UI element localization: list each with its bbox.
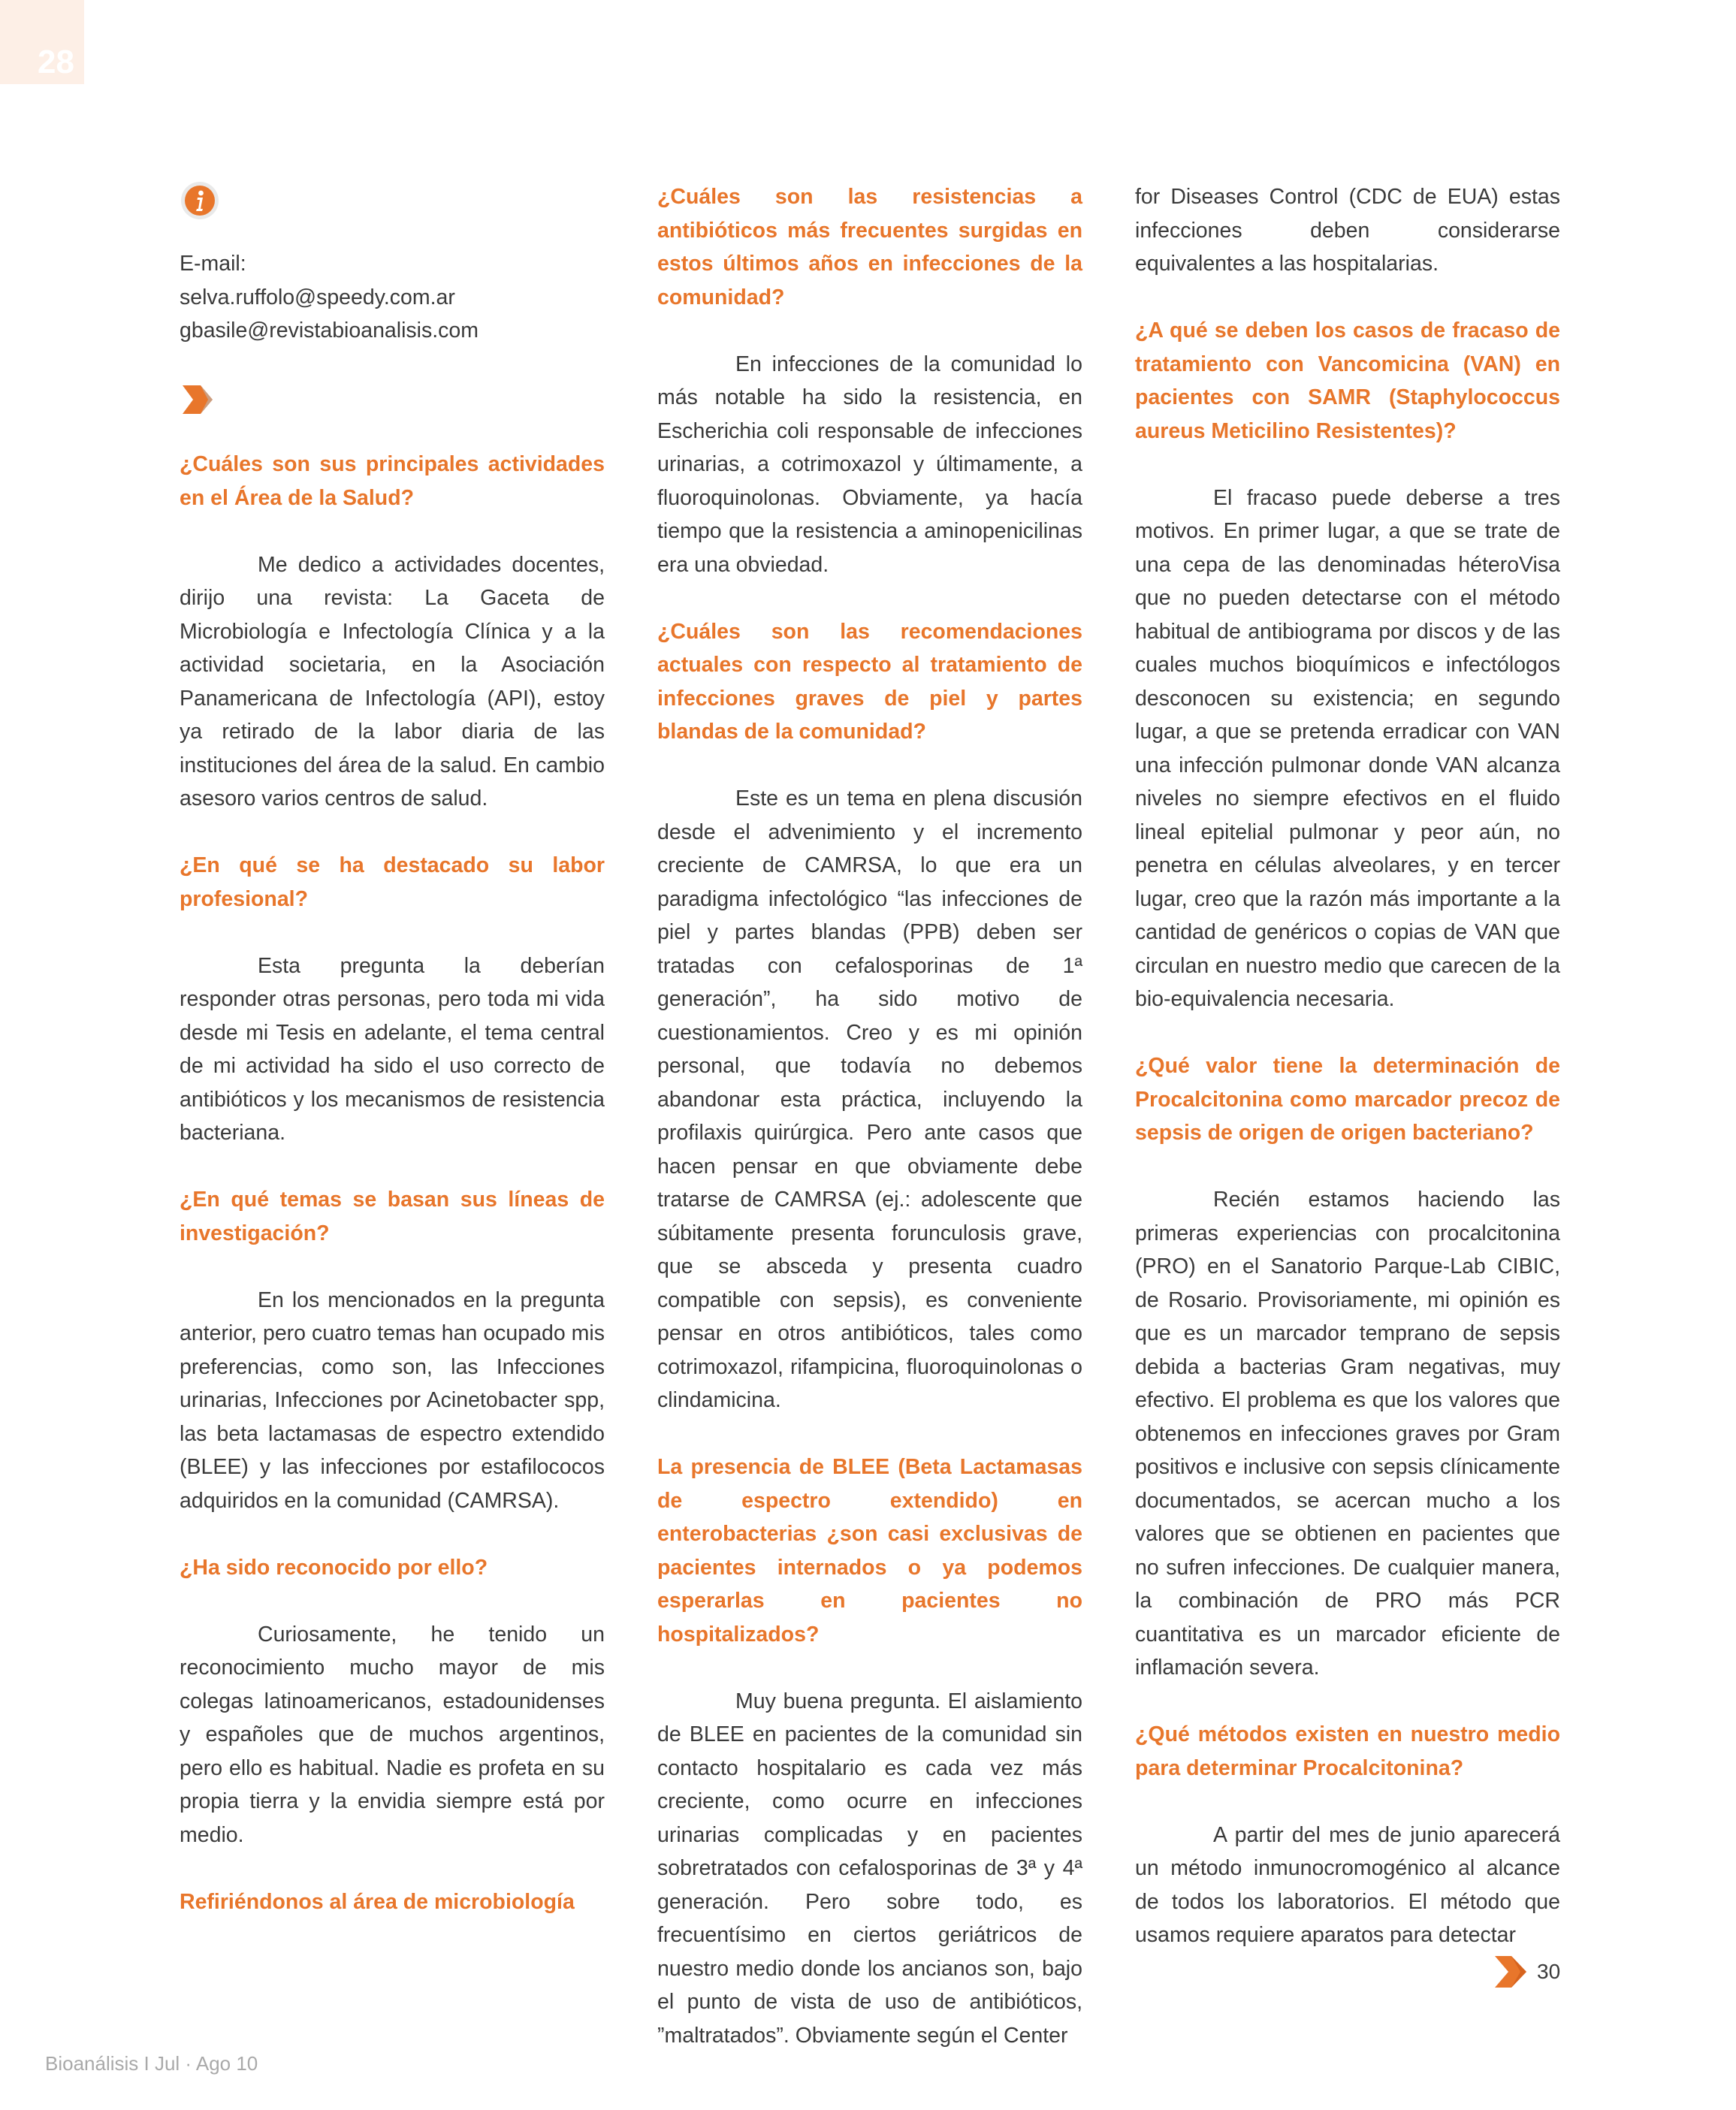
answer-paragraph: Este es un tema en plena discusión desde el advenimiento y el incremento creciente de CAMRSA, lo que era un paradigma infectológico “las infecciones de piel y partes blandas (PPB) deben ser tratadas con cefalosporinas de 1ª generación”, ha sido motivo de cuestionamientos. Creo y es mi opinión personal, que todavía no debemos abandonar esta práctica, incluyendo la profilaxis quirúrgica. Pero ante casos que hacen pensar en que obviamente debe tratarse de CAMRSA (ej.: adolescente que súbitamente presenta forunculosis grave, que se absceda y presenta cuadro compatible con sepsis), es conveniente pensar en otros antibióticos, tales como cotrimoxazol, rifampicina, fluoroquinolonas o clindamicina. — [657, 786, 1082, 1412]
column-3-content — [1135, 180, 1560, 1952]
answer-paragraph: Muy buena pregunta. El aislamiento de BLEE en pacientes de la comunidad sin contacto hospitalario es cada vez más creciente, como ocurre en infecciones urinarias complicadas y en pacientes sobretratados con cefalosporinas de 3ª y 4ª generación. Pero sobre todo, es frecuentísimo en ciertos geriátricos de nuestro medio donde los ancianos son, bajo el punto de vista de uso de antibióticos, ”maltratados”. Obviamente según el Center — [657, 1689, 1082, 2048]
continue-page-number: 30 — [1537, 1960, 1561, 1983]
answer-paragraph: A partir del mes de junio aparecerá un método inmunocromogénico al alcance de todos los laboratorios. El método que usamos requiere aparatos para detectar — [1135, 1822, 1560, 1947]
question-heading: ¿Ha sido reconocido por ello? — [180, 1555, 488, 1580]
question-heading: ¿Cuáles son las recomendaciones actuales con respecto al tratamiento de infecciones graves de piel y partes blandas de la comunidad? — [657, 619, 1082, 744]
answer-paragraph: En infecciones de la comunidad lo más notable ha sido la resistencia, en Escherichia coli responsable de infecciones urinarias, a cotrimoxazol y últimamente, a fluoroquinolonas. Obviamente, ya hacía tiempo que la resistencia a aminopenicilinas era una obviedad. — [657, 352, 1082, 577]
column-2-content — [657, 180, 1082, 2052]
answer-paragraph: El fracaso puede deberse a tres motivos. En primer lugar, a que se trate de una cepa de las denominadas héteroVisa que no pueden detectarse con el método habitual de antibiograma por discos y de las cuales muchos bioquímicos e infectólogos desconocen su existencia; en segundo lugar, a que se pretenda erradicar con VAN una infección pulmonar donde VAN alcanza niveles no siempre efectivos en el fluido lineal epitelial pulmonar y peor aún, no penetra en células alveolares, y en tercer lugar, creo que la razón más importante a la cantidad de genéricos o copias de VAN que circulan en nuestro medio que carecen de la bio-equivalencia necesaria. — [1135, 485, 1560, 1011]
question-heading: ¿En qué se ha destacado su labor profesional? — [180, 853, 605, 911]
column-2 — [657, 180, 1082, 2086]
email-link-1[interactable]: selva.ruffolo@speedy.com.ar — [180, 285, 455, 309]
column-3 — [1135, 180, 1560, 1985]
question-heading: ¿Cuáles son sus principales actividades en el Área de la Salud? — [180, 452, 605, 510]
info-icon — [180, 180, 220, 221]
question-heading: La presencia de BLEE (Beta Lactamasas de espectro extendido) en enterobacterias ¿son casi exclusivas de pacientes internados o ya podemos esperarlas en pacientes no hospitalizados? — [657, 1455, 1082, 1647]
page-number-tab — [0, 0, 84, 84]
answer-paragraph: Recién estamos haciendo las primeras experiencias con procalcitonina (PRO) en el Sanatorio Parque-Lab CIBIC, de Rosario. Provisoriamente, mi opinión es que es un marcador temprano de sepsis debida a bacterias Gram negativas, muy efectivo. El problema es que los valores que obtenemos en infecciones graves por Gram positivos e inclusive con sepsis clínicamente documentados, se acercan mucho a los valores que se obtienen en pacientes que no sufren infecciones. De cualquier manera, la combinación de PRO más PCR cuantitativa es un marcador eficiente de inflamación severa. — [1135, 1188, 1560, 1680]
answer-paragraph: Me dedico a actividades docentes, dirijo una revista: La Gaceta de Microbiología e Infectología Clínica y a la actividad societaria, en la Asociación Panamericana de Infectología (API), estoy ya retirado de la labor diaria de las instituciones del área de la salud. En cambio asesoro varios centros de salud. — [180, 552, 605, 810]
question-heading: Refiriéndonos al área de microbiología — [180, 1889, 575, 1914]
question-heading: ¿Cuáles son las resistencias a antibióticos más frecuentes surgidas en estos últimos años en infecciones de la comunidad? — [657, 185, 1082, 309]
email-link-2[interactable]: gbasile@revistabioanalisis.com — [180, 318, 479, 343]
answer-paragraph: Curiosamente, he tenido un reconocimiento mucho mayor de mis colegas latinoamericanos, estadounidenses y españoles que de muchos argentinos, pero ello es habitual. Nadie es profeta en su propia tierra y la envidia siempre está por medio. — [180, 1622, 605, 1847]
arrow-bullet-icon — [180, 381, 217, 418]
page-number: 28 — [38, 44, 74, 80]
question-heading: ¿En qué temas se basan sus líneas de investigación? — [180, 1188, 605, 1245]
question-heading: ¿A qué se deben los casos de fracaso de tratamiento con Vancomicina (VAN) en pacientes con SAMR (Staphylococcus aureus Meticilino Resistentes)? — [1135, 318, 1560, 443]
info-icon-block — [180, 180, 605, 247]
continue-arrow-icon[interactable] — [1493, 1953, 1531, 1991]
question-heading: ¿Qué métodos existen en nuestro medio para determinar Procalcitonina? — [1135, 1722, 1560, 1780]
email-label: E-mail: — [180, 252, 246, 276]
question-heading: ¿Qué valor tiene la determinación de Procalcitonina como marcador precoz de sepsis de origen de origen bacteriano? — [1135, 1054, 1560, 1145]
answer-paragraph: Esta pregunta la deberían responder otras personas, pero toda mi vida desde mi Tesis en adelante, el tema central de mi actividad ha sido el uso correcto de antibióticos y los mecanismos de resistencia bacteriana. — [180, 953, 605, 1145]
arrow-bullet-block — [180, 381, 605, 448]
answer-paragraph: En los mencionados en la pregunta anterior, pero cuatro temas han ocupado mis preferencias, como son, las Infecciones urinarias, Infecciones por Acinetobacter spp, las beta lactamasas de espectro extendido (BLEE) y las infecciones por estafilococos adquiridos en la comunidad (CAMRSA). — [180, 1287, 605, 1513]
column-1 — [180, 180, 605, 1952]
contact-block — [180, 247, 605, 348]
answer-paragraph: for Diseases Control (CDC de EUA) estas infecciones deben considerarse equivalentes a las hospitalarias. — [1135, 185, 1560, 276]
column-1-content — [180, 448, 605, 1918]
publication-footer: Bioanálisis I Jul · Ago 10 — [45, 2052, 258, 2075]
